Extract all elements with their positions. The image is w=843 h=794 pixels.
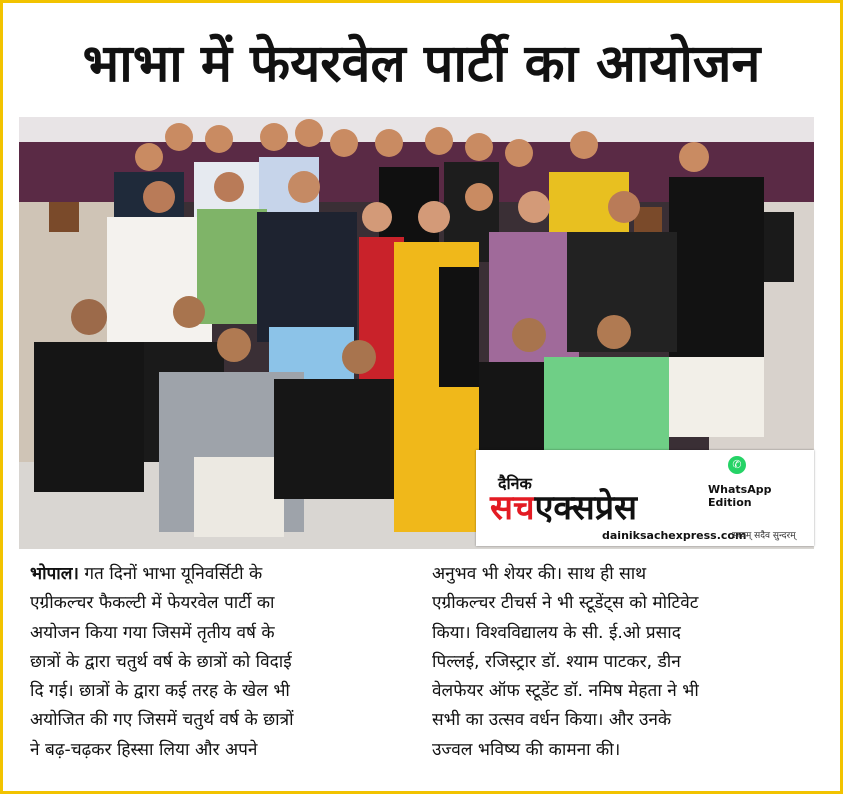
- logo-tagline: सत्यम् सदैव सुन्दरम्: [732, 531, 796, 541]
- article-line: पिल्लई, रजिस्ट्रार डॉ. श्याम पाटकर, डीन: [432, 651, 681, 672]
- article-line-text: गत दिनों भाभा यूनिवर्सिटी के: [78, 564, 263, 584]
- article-line: अयोजित की गए जिसमें चतुर्थ वर्ष के छात्रों: [30, 710, 294, 731]
- article-line: दि गई। छात्रों के द्वारा कई तरह के खेल भी: [30, 681, 290, 702]
- article-line: अनुभव भी शेयर की। साथ ही साथ: [432, 564, 647, 584]
- article-column-left: [30, 560, 400, 765]
- logo-whatsapp-edition: WhatsApp Edition: [708, 483, 772, 509]
- logo-name-red: सच: [490, 488, 535, 528]
- headline: भाभा में फेयरवेल पार्टी का आयोजन: [82, 34, 761, 94]
- logo-url: dainiksachexpress.com: [602, 529, 747, 542]
- article-line: किया। विश्वविद्यालय के सी. ई.ओ प्रसाद: [432, 622, 681, 643]
- whatsapp-icon: ✆: [728, 456, 746, 474]
- newspaper-logo: [476, 450, 814, 546]
- article-line: एग्रीकल्चर टीचर्स ने भी स्टूडेंट्स को मोटिवेट: [432, 593, 699, 614]
- logo-name-black: एक्सप्रेस: [534, 488, 638, 528]
- article-line: वेलफेयर ऑफ स्टूडेंट डॉ. नमिष मेहता ने भी: [432, 681, 699, 702]
- article-line: ने बढ़-चढ़कर हिस्सा लिया और अपने: [30, 739, 258, 760]
- article-line: छात्रों के द्वारा चतुर्थ वर्ष के छात्रों को विदाई: [30, 651, 292, 672]
- article-line: [30, 560, 400, 589]
- article-line: सभी का उत्सव वर्धन किया। और उनके: [432, 710, 672, 731]
- article-place: भोपाल।: [30, 564, 79, 584]
- article-line: अयोजन किया गया जिसमें तृतीय वर्ष के: [30, 622, 275, 643]
- article-line: एग्रीकल्चर फैकल्टी में फेयरवेल पार्टी का: [30, 593, 275, 614]
- logo-name: [490, 488, 637, 528]
- article-column-right: [432, 560, 802, 765]
- article-line: उज्वल भविष्य की कामना की।: [432, 739, 621, 760]
- logo-dainik: दैनिक: [498, 474, 532, 493]
